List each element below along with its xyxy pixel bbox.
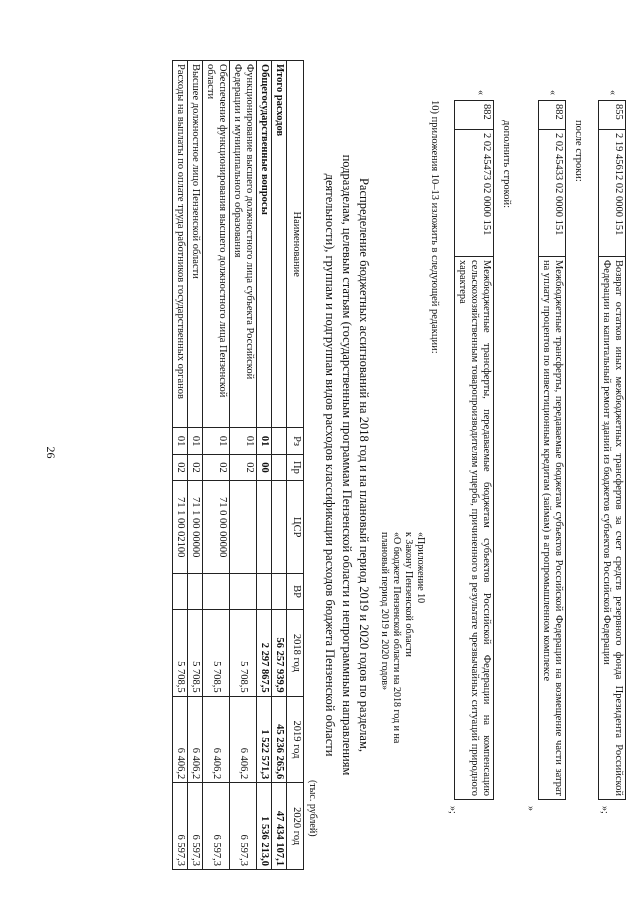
title-line: подразделам, целевым статьям (государственным программам Пензенской области и непрограммным направлениям [340,154,354,776]
row-2020: 6 597,3 [173,783,188,870]
table-row [230,61,257,870]
row-rz: 01 [230,428,257,454]
table-row [539,101,566,800]
row-name: Итого расходов [272,61,287,428]
quote-close-3: »; [447,806,458,814]
row-vr [230,574,257,610]
amendment-table-3 [454,100,494,800]
row-2020: 6 597,3 [230,783,257,870]
row-name: Общегосударственные вопросы [257,61,272,428]
row-2019: 6 406,2 [230,696,257,783]
row-2018: 5 708,5 [188,609,203,696]
table-row [257,61,272,870]
row-2019: 45 236 265,6 [272,696,287,783]
table-header-row [287,61,304,870]
star-mark: » [525,806,536,811]
row-2020: 47 434 107,1 [272,783,287,870]
page-number: 26 [44,446,58,459]
row-pr: 00 [257,454,272,480]
row-name: Обеспечение функционирования высшего должностного лица Пензенской области [203,61,230,428]
row-rz: 01 [173,428,188,454]
header-name: Наименование [287,61,304,428]
row-name: Высшее должностное лицо Пензенской области [188,61,203,428]
row-csr [272,481,287,574]
row-text: Межбюджетные трансферты, передаваемые бюджетам субъектов Российской Федерации на возмещение части затрат на уплату процентов по инвестиционным кредитам (займам) в агропромышленном комплексе [539,257,566,800]
amendment-table-2 [538,100,566,800]
header-pr: Пр [287,454,304,480]
row-vr [257,574,272,610]
header-vr: ВР [287,574,304,610]
after-rows-label: после строки: [573,120,584,182]
row-csr [230,481,257,574]
row-2018: 2 297 867,5 [257,609,272,696]
title-line: деятельности), группам и подгруппам видов расходов классификации расходов бюджета Пензенской области [323,173,337,757]
code-a: 882 [455,101,494,130]
row-2018: 5 708,5 [203,609,230,696]
header-2018: 2018 год [287,609,304,696]
table-row [173,61,188,870]
add-rows-label: дополнить строкой: [501,120,512,209]
table-row [188,61,203,870]
table-row [455,101,494,800]
code-a: 855 [599,101,626,130]
row-2020: 6 597,3 [188,783,203,870]
row-name: Функционирование высшего должностного лица субъекта Российской Федерации и муниципального образования [230,61,257,428]
row-text: Возврат остатков иных межбюджетных трансфертов за счет средств резервного фонда Президента Российской Федерации на капитальный ремонт зданий из бюджетов субъектов Российской Федерации [599,257,626,800]
row-2019: 6 406,2 [188,696,203,783]
row-pr: 02 [173,454,188,480]
row-2019: 1 522 571,3 [257,696,272,783]
row-rz: 01 [257,428,272,454]
row-csr: 71 0 00 00000 [203,481,230,574]
appendix-line: «Приложение 10 [415,532,426,604]
row-pr: 02 [203,454,230,480]
row-2020: 1 536 213,0 [257,783,272,870]
table-title [321,60,372,870]
row-vr [272,574,287,610]
row-name: Расходы на выплаты по оплате труда работников государственных органов [173,61,188,428]
code-b: 2 19 45612 02 0000 151 [599,130,626,257]
row-csr: 71 1 00 02100 [173,481,188,574]
row-2018: 5 708,5 [230,609,257,696]
title-line: Распределение бюджетных ассигнований на 2018 год и на плановый период 2019 и 2020 годов по разделам, [357,177,371,752]
quote-close-1: »; [599,806,610,814]
header-2020: 2020 год [287,783,304,870]
row-csr: 71 1 00 00000 [188,481,203,574]
code-b: 2 02 45473 02 0000 151 [455,130,494,257]
quote-open-1: « [607,90,618,95]
budget-table [172,60,304,870]
table-row [203,61,230,870]
row-pr [272,454,287,480]
header-csr: ЦСР [287,481,304,574]
row-pr: 02 [188,454,203,480]
amendment-table-1 [598,100,626,800]
row-vr [173,574,188,610]
header-rz: Рз [287,428,304,454]
unit-label: (тыс. рублей) [307,780,318,837]
appendix-line: плановый период 2019 и 2020 годов» [379,532,390,691]
row-vr [203,574,230,610]
row-vr [188,574,203,610]
row-rz: 01 [188,428,203,454]
header-2019: 2019 год [287,696,304,783]
row-2018: 5 708,5 [173,609,188,696]
item-10: 10) приложения 10–13 изложить в следующей редакции: [429,100,440,354]
row-2018: 56 257 939,9 [272,609,287,696]
appendix-line: «О бюджете Пензенской области на 2018 год и на [391,532,402,744]
table-row [599,101,626,800]
code-b: 2 02 45433 02 0000 151 [539,130,566,257]
row-rz: 01 [203,428,230,454]
row-2019: 6 406,2 [203,696,230,783]
appendix-block [378,532,426,743]
row-pr: 02 [230,454,257,480]
quote-open-3: « [475,90,486,95]
row-rz [272,428,287,454]
row-text: Межбюджетные трансферты, передаваемые бюджетам субъектов Российской Федерации на компенсацию сельскохозяйственным товаропроизводителям ущерба, причиненного в результате чрезвычайных ситуаций природного характера [455,257,494,800]
table-row [272,61,287,870]
row-2019: 6 406,2 [173,696,188,783]
appendix-line: к Закону Пензенской области [403,532,414,657]
row-2020: 6 597,3 [203,783,230,870]
code-a: 882 [539,101,566,130]
row-csr [257,481,272,574]
quote-open-2: « [547,90,558,95]
